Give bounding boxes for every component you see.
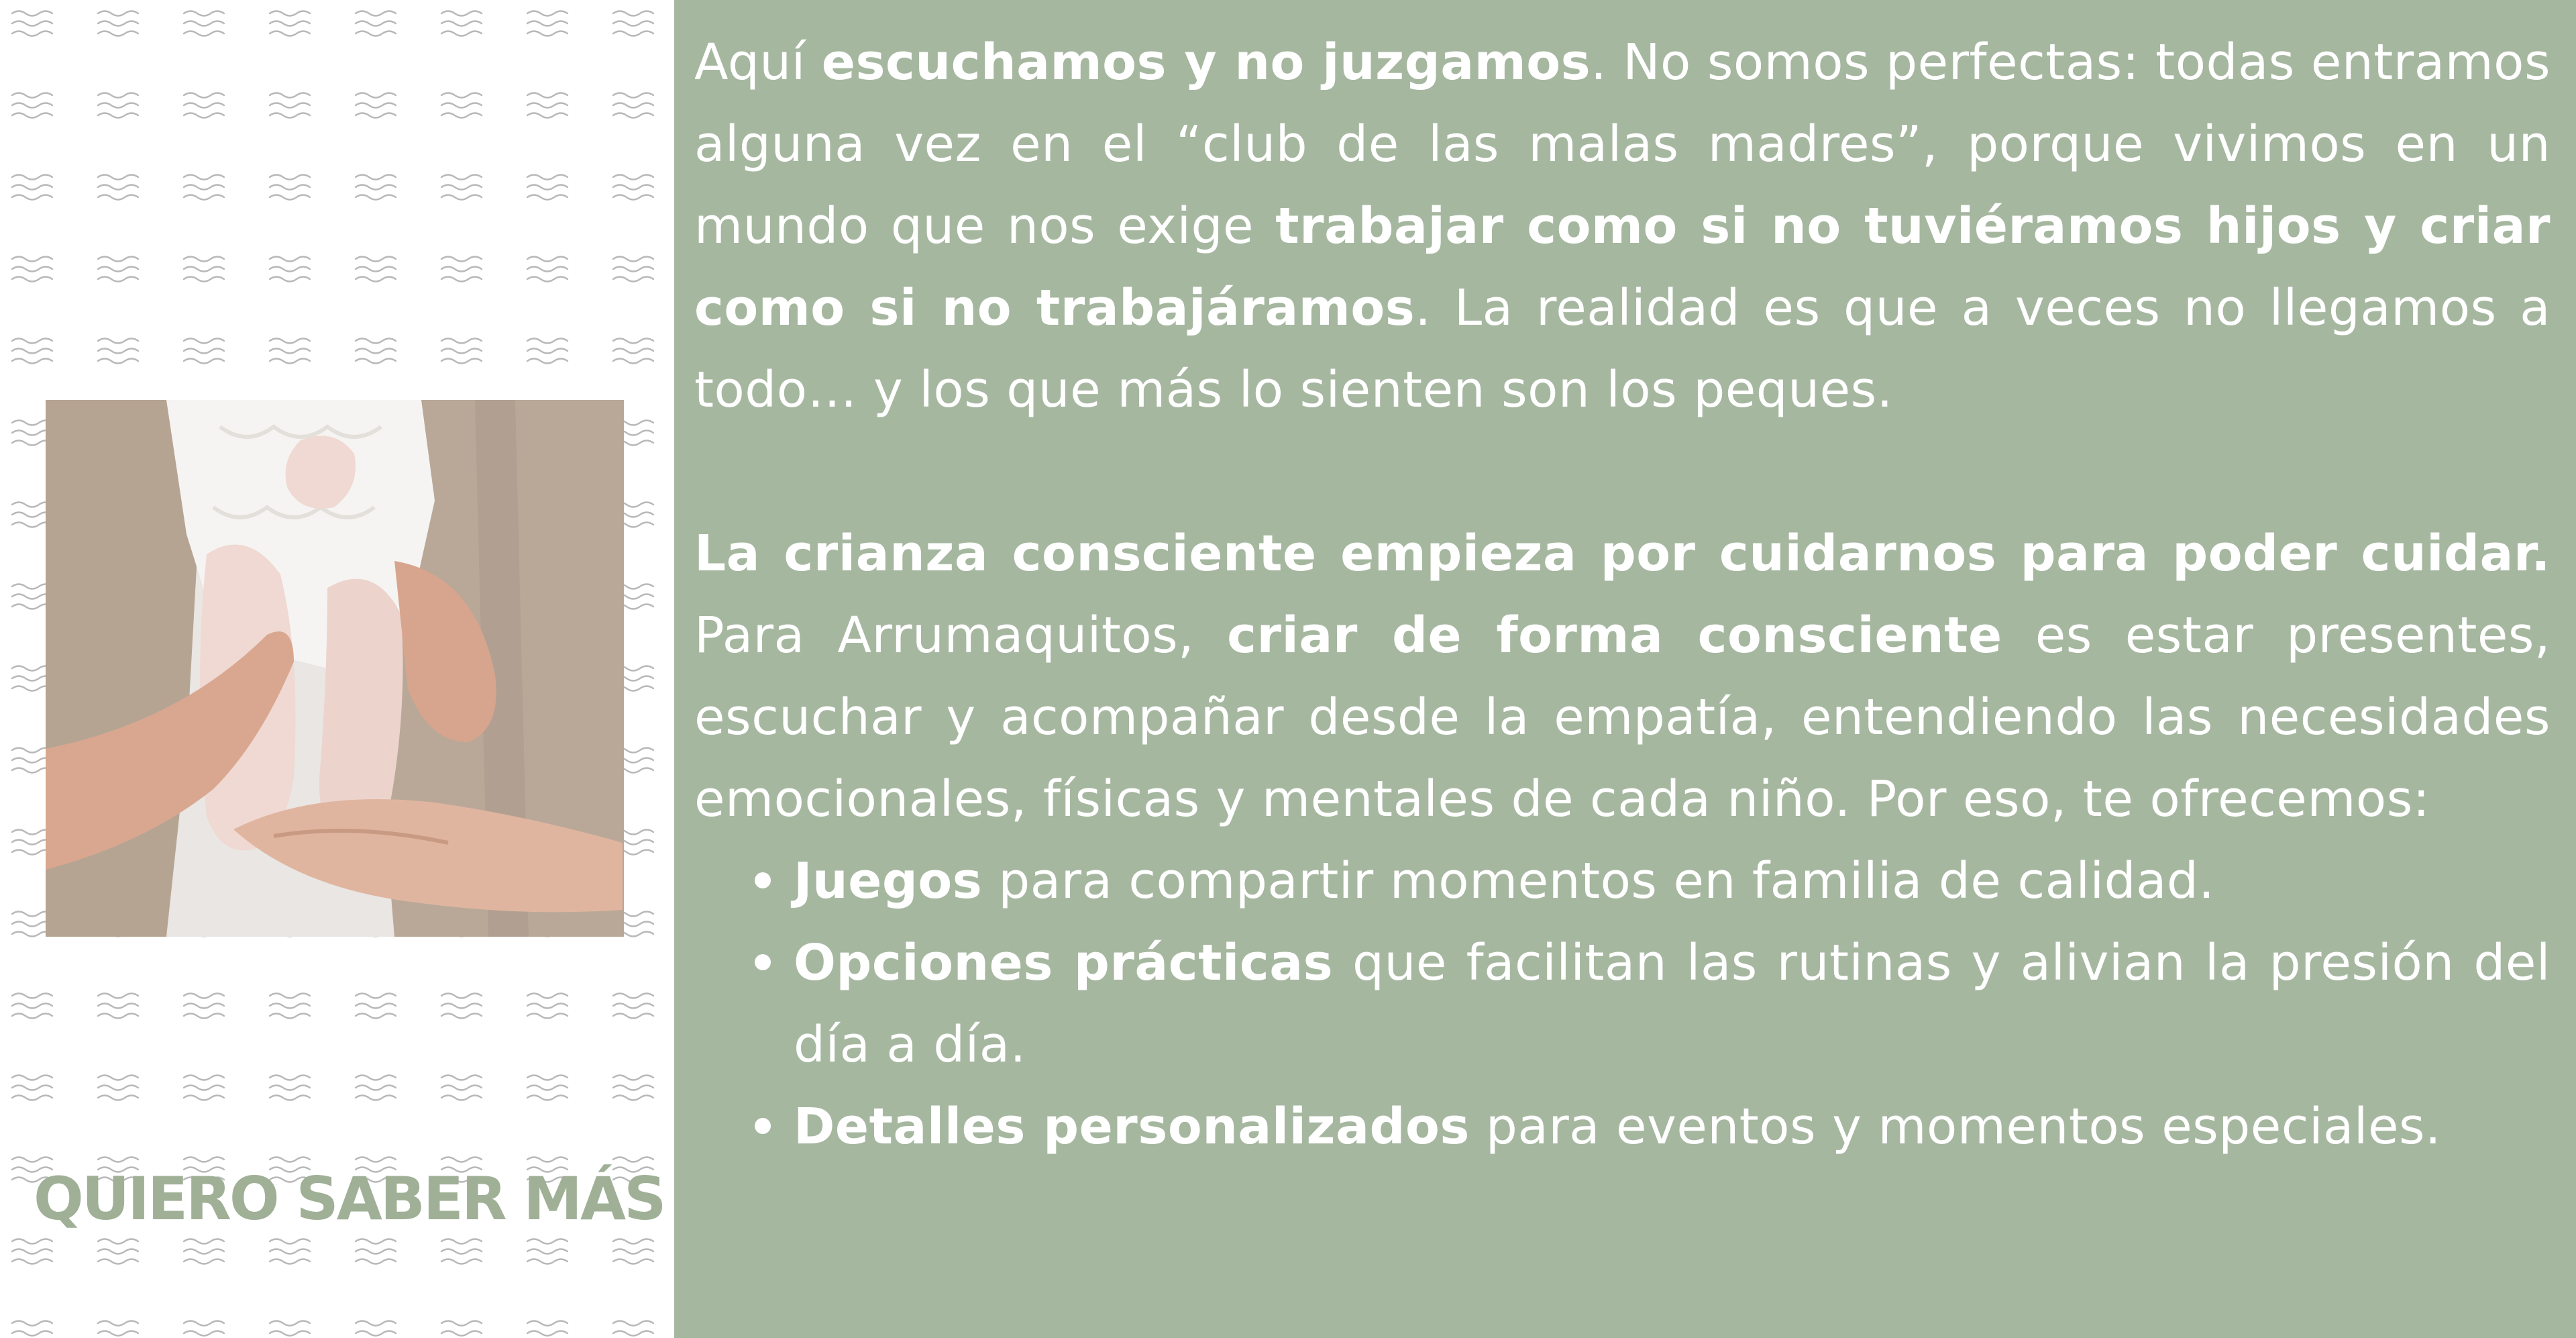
offer-bold: Detalles personalizados	[794, 1098, 1470, 1155]
offer-item-detalles	[794, 1086, 2551, 1168]
offer-bold: Opciones prácticas	[794, 934, 1334, 992]
offer-bold: Juegos	[794, 852, 983, 910]
offer-text: para eventos y momentos especiales.	[1469, 1098, 2442, 1155]
patterned-side-panel	[0, 0, 674, 1338]
intro-text-2: . No somos perfectas: todas entramos alguna vez en el “club de las malas madres”, porque vivimos en un mundo que nos exige	[694, 34, 2551, 255]
intro-text-1: Aquí	[694, 34, 822, 91]
crianza-text-1: Para Arrumaquitos,	[694, 607, 1228, 664]
intro-text-3: . La realidad es que a veces no llegamos a todo… y los que más lo sienten son los peques.	[694, 279, 2551, 419]
crianza-bold-2: criar de forma consciente	[1227, 607, 2002, 664]
intro-bold-2: trabajar como si no tuviéramos hijos y criar como si no trabajáramos	[694, 197, 2551, 337]
quiero-saber-mas-link[interactable]: QUIERO SABER MÁS	[34, 1164, 665, 1233]
crianza-paragraph	[694, 513, 2551, 840]
crianza-bold-1: La crianza consciente empieza por cuidarnos para poder cuidar.	[694, 525, 2551, 582]
offer-item-opciones	[794, 922, 2551, 1086]
intro-bold-1: escuchamos y no juzgamos	[821, 34, 1591, 91]
offer-list	[694, 840, 2551, 1168]
info-text-panel	[674, 0, 2576, 1338]
baby-feet-photo	[46, 400, 624, 937]
crianza-text-2: es estar presentes, escuchar y acompañar desde la empatía, entendiendo las necesidades emocionales, físicas y mentales de cada niño. Por eso, te ofrecemos:	[694, 607, 2551, 828]
offer-text: para compartir momentos en familia de calidad.	[982, 852, 2215, 910]
intro-paragraph	[694, 21, 2551, 431]
offer-item-juegos	[794, 840, 2551, 922]
photo-baby-feet-in-hands	[46, 400, 624, 937]
paragraph-spacer	[694, 431, 2551, 513]
offer-text: que facilitan las rutinas y alivian la presión del día a día.	[794, 934, 2551, 1074]
